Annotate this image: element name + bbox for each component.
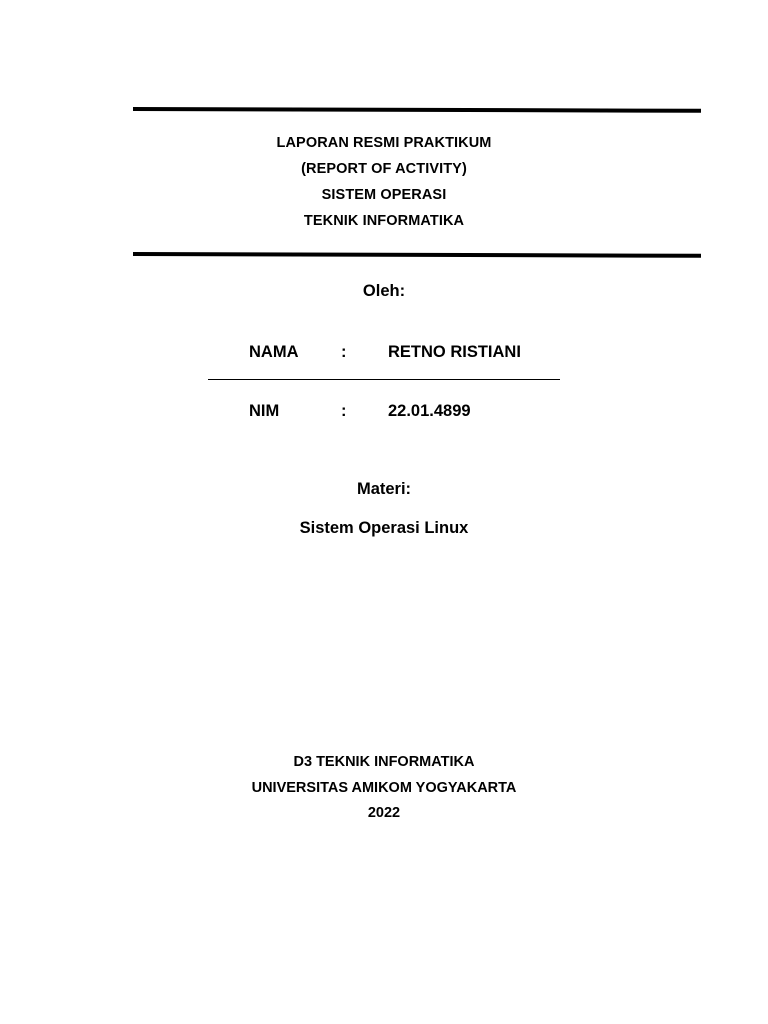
university-name: UNIVERSITAS AMIKOM YOGYAKARTA [251, 779, 517, 796]
department-name: TEKNIK INFORMATIKA [303, 213, 465, 229]
report-header [0, 130, 768, 234]
name-colon: : [341, 343, 347, 361]
top-divider [133, 107, 701, 113]
nim-value: 22.01.4899 [388, 402, 471, 420]
name-underline [208, 379, 560, 380]
material-value: Sistem Operasi Linux [299, 519, 469, 537]
bottom-divider [133, 252, 701, 258]
course-name: SISTEM OPERASI [321, 187, 447, 203]
report-title: LAPORAN RESMI PRAKTIKUM [276, 135, 492, 151]
report-subtitle: (REPORT OF ACTIVITY) [301, 161, 467, 177]
material-label: Materi: [356, 480, 412, 498]
report-year: 2022 [367, 805, 401, 821]
name-value: RETNO RISTIANI [388, 343, 521, 361]
name-label: NAMA [249, 343, 299, 361]
nim-label: NIM [249, 402, 280, 420]
program-name: D3 TEKNIK INFORMATIKA [293, 754, 475, 770]
nim-colon: : [341, 402, 347, 420]
institution-footer [0, 750, 768, 827]
author-by-label: Oleh: [362, 282, 406, 300]
